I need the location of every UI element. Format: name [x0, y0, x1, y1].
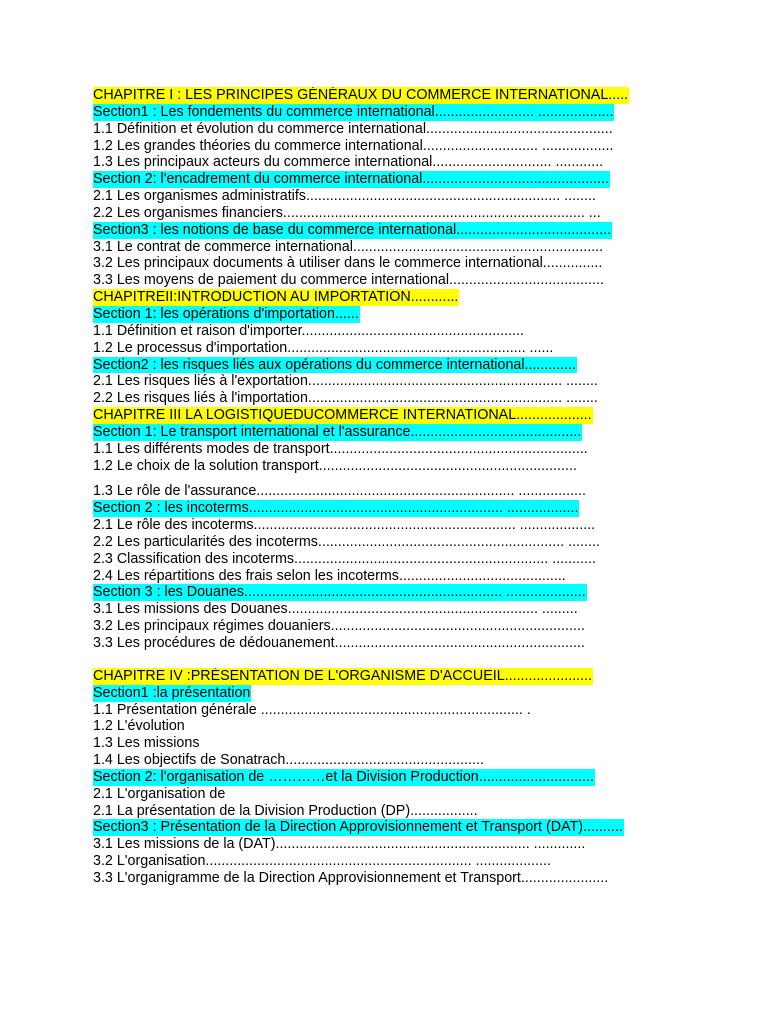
section-heading [93, 819, 673, 836]
toc-item [93, 154, 673, 171]
table-of-contents [93, 87, 673, 887]
section-heading-text: Section3 : Présentation de la Direction Approvisionnement et Transport (DAT).......... [93, 819, 623, 836]
toc-item-text: 1.4 Les objectifs de Sonatrach.................................................. [93, 752, 484, 769]
toc-item [93, 534, 673, 551]
toc-item [93, 188, 673, 205]
toc-item [93, 272, 673, 289]
toc-item-text: 1.1 Définition et évolution du commerce international............................................... [93, 120, 613, 137]
toc-item [93, 735, 673, 752]
toc-item-text: 1.2 Les grandes théories du commerce international............................. .................. [93, 137, 614, 154]
toc-item [93, 618, 673, 635]
toc-item [93, 458, 673, 475]
section-heading-text: Section2 : les risques liés aux opérations du commerce international............. [93, 356, 577, 373]
section-heading-text: Section 2: l'organisation de …………et la Division Production............................. [93, 768, 594, 785]
toc-item [93, 718, 673, 735]
section-heading [93, 685, 673, 702]
toc-item [93, 205, 673, 222]
chapter-heading-text: CHAPITRE III LA LOGISTIQUEDUCOMMERCE INTERNATIONAL................... [93, 407, 592, 424]
spacer [93, 474, 673, 483]
section-heading-text: Section1 :la présentation [93, 684, 251, 701]
section-heading [93, 769, 673, 786]
section-heading-text: Section 1: les opérations d'importation...... [93, 305, 359, 322]
toc-item-text: 3.2 Les principaux régimes douaniers................................................................ [93, 618, 585, 635]
section-heading [93, 306, 673, 323]
toc-item-text: 2.3 Classification des incoterms................................................................ ........... [93, 550, 596, 567]
toc-item-text: 2.1 Le rôle des incoterms.................................................................. ................... [93, 517, 596, 534]
section-heading-text: Section1 : Les fondements du commerce international......................... ................... [93, 103, 614, 120]
toc-item-text: 1.2 L'évolution [93, 718, 185, 735]
toc-item [93, 138, 673, 155]
toc-item-text: 1.1 Les différents modes de transport................................................................. [93, 440, 588, 457]
toc-item-text: 2.1 Les risques liés à l'exportation................................................................ ........ [93, 373, 598, 390]
section-heading-text: Section 2: l'encadrement du commerce international............................................... [93, 171, 610, 188]
chapter-heading [93, 407, 673, 424]
toc-item [93, 803, 673, 820]
toc-item-text: 3.2 L'organisation................................................................... ................... [93, 853, 551, 870]
toc-item [93, 853, 673, 870]
section-heading [93, 500, 673, 517]
chapter-heading-text: CHAPITREII:INTRODUCTION AU IMPORTATION............ [93, 289, 459, 306]
toc-item [93, 121, 673, 138]
toc-item [93, 551, 673, 568]
toc-item-text: 3.3 Les moyens de paiement du commerce international....................................... [93, 272, 604, 289]
chapter-heading [93, 87, 673, 104]
toc-item [93, 255, 673, 272]
toc-item-text: 1.1 Définition et raison d'importer........................................................ [93, 322, 524, 339]
chapter-heading-text: CHAPITRE I : LES PRINCIPES GÉNÉRAUX DU COMMERCE INTERNATIONAL..... [93, 87, 629, 103]
toc-item [93, 373, 673, 390]
toc-item-text: 2.1 L'organisation de [93, 785, 226, 802]
toc-item-text: 3.2 Les principaux documents à utiliser dans le commerce international............... [93, 255, 603, 272]
toc-item [93, 836, 673, 853]
toc-item [93, 786, 673, 803]
toc-item-text: 3.3 Les procédures de dédouanement............................................................... [93, 635, 585, 651]
toc-item-text: 1.3 Les principaux acteurs du commerce international.............................. ............ [93, 154, 604, 171]
toc-item-text: 2.2 Les organismes financiers............................................................................ ... [93, 204, 601, 221]
toc-item [93, 752, 673, 769]
section-heading-text: Section3 : les notions de base du commerce international....................................... [93, 221, 612, 238]
section-heading [93, 584, 673, 601]
toc-item-text: 1.2 Le choix de la solution transport................................................................. [93, 457, 577, 474]
toc-item-text: 3.1 Le contrat de commerce international............................................................... [93, 238, 604, 255]
chapter-heading [93, 289, 673, 306]
toc-item-text: 2.1 Les organismes administratifs................................................................ ........ [93, 188, 596, 205]
toc-item [93, 870, 673, 887]
section-heading [93, 104, 673, 121]
toc-item [93, 568, 673, 585]
section-heading [93, 357, 673, 374]
toc-item [93, 239, 673, 256]
toc-item-text: 2.2 Les risques liés à l'importation................................................................ ........ [93, 390, 598, 407]
section-heading-text: Section 2 : les incoterms................................................................ .................. [93, 500, 579, 517]
toc-item [93, 601, 673, 618]
section-heading [93, 424, 673, 441]
toc-item [93, 517, 673, 534]
toc-item [93, 702, 673, 719]
toc-item [93, 340, 673, 357]
chapter-heading-text: CHAPITRE IV :PRÉSENTATION DE L'ORGANISME D'ACCUEIL...................... [93, 667, 593, 684]
toc-item-text: 3.1 Les missions de la (DAT)................................................................ ............. [93, 836, 586, 853]
section-heading-text: Section 3 : les Douanes................................................................. .................... [93, 584, 586, 601]
toc-item [93, 441, 673, 458]
toc-item-text: 1.3 Le rôle de l'assurance................................................................. ................. [93, 483, 586, 500]
section-heading [93, 171, 673, 188]
toc-item [93, 635, 673, 652]
toc-item-text: 1.2 Le processus d'importation............................................................ ...... [93, 339, 554, 356]
toc-item-text: 1.1 Présentation générale .................................................................. . [93, 701, 531, 718]
toc-item-text: 1.3 Les missions [93, 735, 200, 752]
toc-item [93, 390, 673, 407]
toc-item-text: 3.3 L'organigramme de la Direction Approvisionnement et Transport...................... [93, 869, 609, 886]
section-heading-text: Section 1: Le transport international et l'assurance........................................... [93, 423, 582, 440]
section-heading [93, 222, 673, 239]
toc-item-text: 2.2 Les particularités des incoterms.............................................................. ........ [93, 533, 600, 550]
chapter-heading [93, 668, 673, 685]
toc-item-text: 3.1 Les missions des Douanes............................................................... ......... [93, 601, 578, 618]
spacer [93, 652, 673, 668]
toc-item [93, 483, 673, 500]
toc-item [93, 323, 673, 340]
toc-item-text: 2.1 La présentation de la Division Production (DP)................. [93, 802, 478, 819]
toc-item-text: 2.4 Les répartitions des frais selon les incoterms.......................................... [93, 567, 566, 584]
